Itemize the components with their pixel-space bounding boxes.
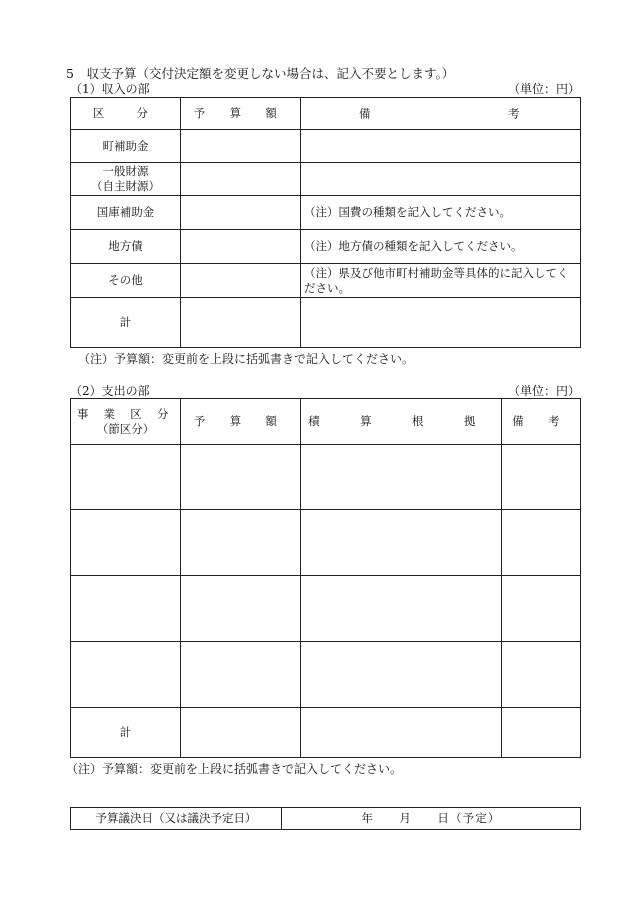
expense-title: （2）支出の部 bbox=[70, 384, 150, 398]
expense-remarks-cell[interactable] bbox=[502, 642, 581, 708]
income-budget-cell[interactable] bbox=[181, 230, 301, 264]
income-remarks-cell[interactable] bbox=[301, 163, 581, 196]
income-table bbox=[70, 97, 581, 348]
income-title: （1）収入の部 bbox=[70, 82, 150, 96]
income-row-label: その他 bbox=[71, 264, 181, 298]
income-header-budget: 予 算 額 bbox=[181, 98, 301, 130]
income-remarks-cell[interactable] bbox=[301, 130, 581, 163]
income-total-label: 計 bbox=[71, 298, 181, 348]
income-note: （注）予算額：変更前を上段に括弧書きで記入してください。 bbox=[78, 352, 415, 366]
expense-header-category: 事 業 区 分 （節区分） bbox=[71, 399, 181, 445]
expense-basis-cell[interactable] bbox=[301, 642, 502, 708]
table-row bbox=[71, 196, 581, 230]
table-row bbox=[71, 298, 581, 348]
income-row-label: 一般財源 （自主財源） bbox=[71, 163, 181, 196]
expense-budget-cell[interactable] bbox=[181, 445, 301, 510]
expense-budget-cell[interactable] bbox=[181, 708, 301, 758]
expense-category-cell[interactable] bbox=[71, 510, 181, 576]
expense-budget-cell[interactable] bbox=[181, 576, 301, 642]
table-row bbox=[71, 264, 581, 298]
expense-basis-cell[interactable] bbox=[301, 708, 502, 758]
expense-category-cell[interactable] bbox=[71, 642, 181, 708]
income-header-category: 区 分 bbox=[71, 98, 181, 130]
income-budget-cell[interactable] bbox=[181, 196, 301, 230]
income-row-label: 国庫補助金 bbox=[71, 196, 181, 230]
expense-header-row bbox=[71, 399, 581, 445]
expense-header-remarks: 備 考 bbox=[502, 399, 581, 445]
expense-category-cell[interactable] bbox=[71, 445, 181, 510]
table-row bbox=[71, 642, 581, 708]
income-row-label: 町補助金 bbox=[71, 130, 181, 163]
expense-category-cell[interactable] bbox=[71, 576, 181, 642]
income-remarks-cell[interactable]: （注）県及び他市町村補助金等具体的に記入してください。 bbox=[301, 264, 581, 298]
income-remarks-cell[interactable]: （注）国費の種類を記入してください。 bbox=[301, 196, 581, 230]
expense-total-label: 計 bbox=[71, 708, 181, 758]
income-header-remarks: 備 考 bbox=[301, 98, 581, 130]
table-row bbox=[71, 576, 581, 642]
expense-basis-cell[interactable] bbox=[301, 445, 502, 510]
expense-remarks-cell[interactable] bbox=[502, 708, 581, 758]
table-row bbox=[71, 163, 581, 196]
expense-budget-cell[interactable] bbox=[181, 510, 301, 576]
expense-basis-cell[interactable] bbox=[301, 510, 502, 576]
income-row-label: 地方債 bbox=[71, 230, 181, 264]
decision-table bbox=[70, 807, 581, 830]
expense-note: （注）予算額：変更前を上段に括弧書きで記入してください。 bbox=[66, 762, 403, 776]
table-row bbox=[71, 510, 581, 576]
income-budget-cell[interactable] bbox=[181, 264, 301, 298]
decision-label: 予算議決日（又は議決予定日） bbox=[71, 808, 282, 830]
expense-header-basis: 積 算 根 拠 bbox=[301, 399, 502, 445]
expense-header-budget: 予 算 額 bbox=[181, 399, 301, 445]
income-budget-cell[interactable] bbox=[181, 163, 301, 196]
income-remarks-cell[interactable] bbox=[301, 298, 581, 348]
income-budget-cell[interactable] bbox=[181, 298, 301, 348]
decision-date-field[interactable]: 年 月 日（予定） bbox=[282, 808, 581, 830]
table-row bbox=[71, 708, 581, 758]
expense-remarks-cell[interactable] bbox=[502, 576, 581, 642]
expense-remarks-cell[interactable] bbox=[502, 510, 581, 576]
income-budget-cell[interactable] bbox=[181, 130, 301, 163]
table-row bbox=[71, 230, 581, 264]
income-remarks-cell[interactable]: （注）地方債の種類を記入してください。 bbox=[301, 230, 581, 264]
expense-unit: （単位：円） bbox=[508, 384, 581, 398]
table-row bbox=[71, 445, 581, 510]
expense-remarks-cell[interactable] bbox=[502, 445, 581, 510]
income-header-row bbox=[71, 98, 581, 130]
section-title: 5 収支予算（交付決定額を変更しない場合は、記入不要とします。） bbox=[66, 66, 455, 81]
income-unit: （単位：円） bbox=[508, 82, 581, 96]
expense-budget-cell[interactable] bbox=[181, 642, 301, 708]
expense-table bbox=[70, 398, 581, 758]
expense-basis-cell[interactable] bbox=[301, 576, 502, 642]
table-row bbox=[71, 130, 581, 163]
